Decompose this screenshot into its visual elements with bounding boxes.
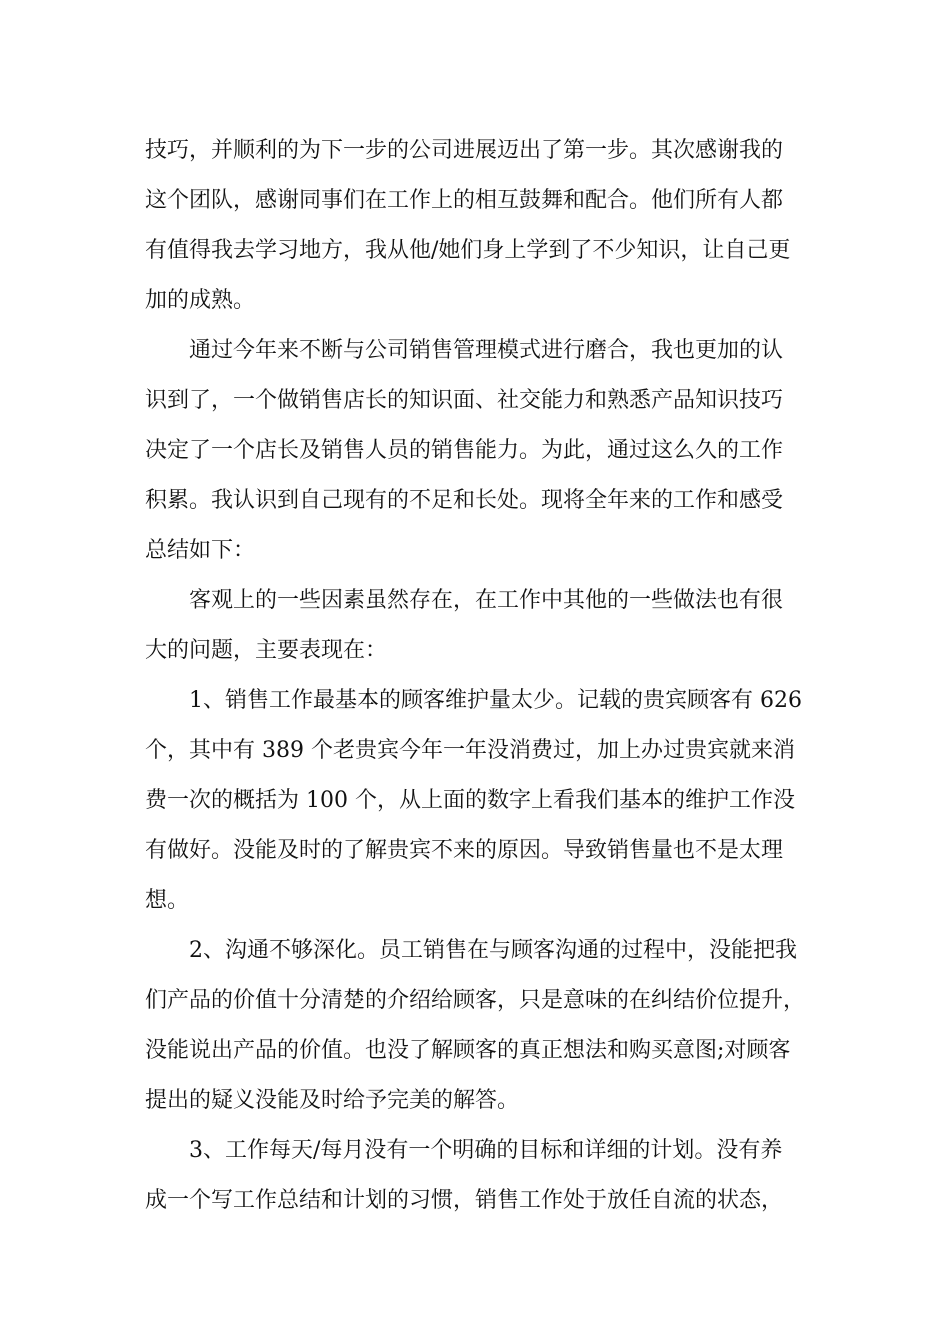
text-line: 客观上的一些因素虽然存在，在工作中其他的一些做法也有很	[189, 588, 784, 613]
text-line: 积累。我认识到自己现有的不足和长处。现将全年来的工作和感受	[145, 488, 784, 513]
text-line: 们产品的价值十分清楚的介绍给顾客，只是意味的在纠结价位提升，	[145, 988, 806, 1013]
text-line: 没能说出产品的价值。也没了解顾客的真正想法和购买意图;对顾客	[145, 1038, 791, 1063]
text-line: 这个团队，感谢同事们在工作上的相互鼓舞和配合。他们所有人都	[145, 188, 784, 213]
text-line: 费一次的概括为 100 个，从上面的数字上看我们基本的维护工作没	[145, 788, 795, 813]
text-line: 提出的疑义没能及时给予完美的解答。	[145, 1088, 520, 1113]
paragraph-6	[145, 1126, 815, 1226]
text-line: 1、销售工作最基本的顾客维护量太少。记载的贵宾顾客有 626	[189, 688, 802, 713]
text-line: 决定了一个店长及销售人员的销售能力。为此，通过这么久的工作	[145, 438, 784, 463]
text-line: 有值得我去学习地方，我从他/她们身上学到了不少知识，让自己更	[145, 238, 791, 263]
document-body	[145, 126, 815, 1226]
text-line: 加的成熟。	[145, 288, 256, 313]
paragraph-3	[145, 576, 815, 676]
paragraph-1	[145, 126, 815, 326]
text-line: 总结如下：	[145, 538, 256, 563]
text-line: 想。	[145, 888, 190, 913]
paragraph-2	[145, 326, 815, 576]
text-line: 技巧，并顺利的为下一步的公司进展迈出了第一步。其次感谢我的	[145, 138, 784, 163]
text-line: 3、工作每天/每月没有一个明确的目标和详细的计划。没有养	[189, 1138, 783, 1163]
text-line: 有做好。没能及时的了解贵宾不来的原因。导致销售量也不是太理	[145, 838, 784, 863]
text-line: 2、沟通不够深化。员工销售在与顾客沟通的过程中，没能把我	[189, 938, 797, 963]
paragraph-5	[145, 926, 815, 1126]
text-line: 通过今年来不断与公司销售管理模式进行磨合，我也更加的认	[189, 338, 784, 363]
text-line: 个，其中有 389 个老贵宾今年一年没消费过，加上办过贵宾就来消	[145, 738, 795, 763]
text-line: 识到了，一个做销售店长的知识面、社交能力和熟悉产品知识技巧	[145, 388, 784, 413]
paragraph-4	[145, 676, 815, 926]
text-line: 成一个写工作总结和计划的习惯，销售工作处于放任自流的状态，	[145, 1188, 784, 1213]
text-line: 大的问题，主要表现在：	[145, 638, 388, 663]
